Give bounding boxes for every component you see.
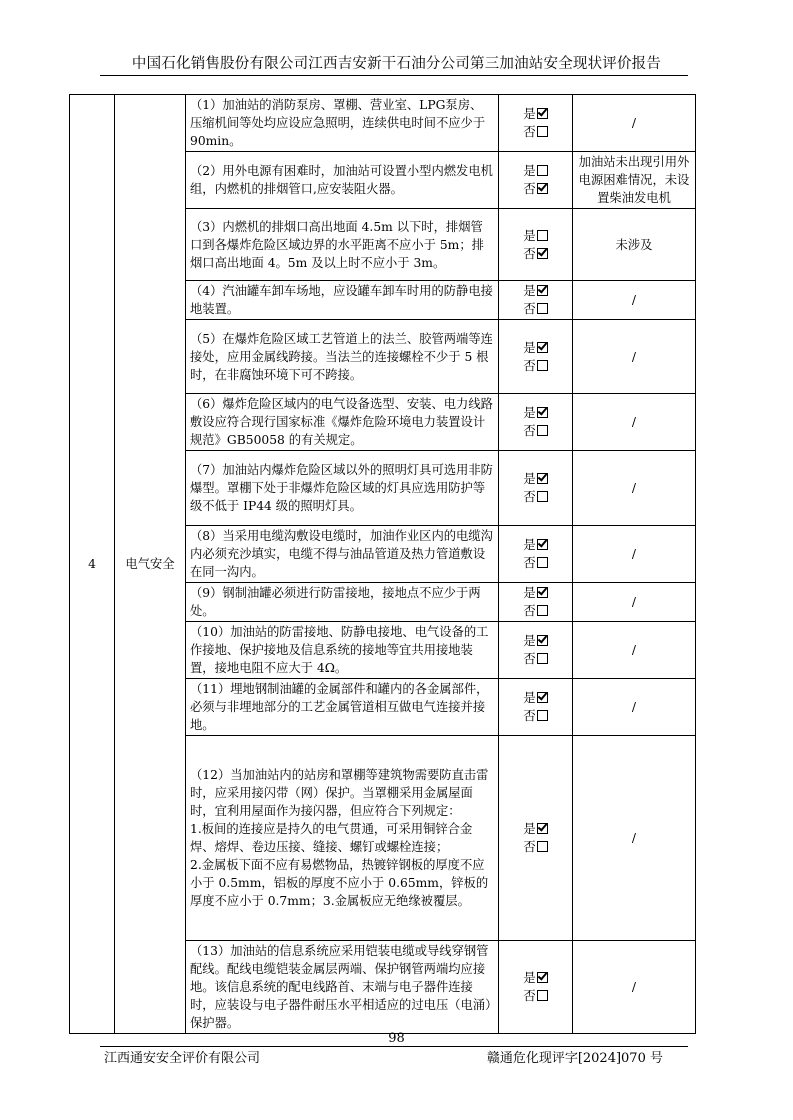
check-item-content [186,394,499,451]
yes-no-checkbox-group [499,281,573,320]
checked-box-icon [537,692,548,703]
yes-option-label: 是 [523,537,536,552]
yes-option [503,820,568,838]
yes-option-label: 是 [523,405,536,420]
evaluation-table [69,94,696,1034]
no-option [503,488,568,506]
header-rule [100,75,688,76]
empty-box-icon [537,303,548,314]
yes-option-label: 是 [523,690,536,705]
yes-option-label: 是 [523,227,536,243]
checked-box-icon [537,539,548,550]
table-row [70,95,696,152]
empty-box-icon [537,841,548,852]
check-item-content [186,209,499,281]
check-item-text: （7）加油站内爆炸危险区域以外的照明灯具可选用非防爆型。罩棚下处于非爆炸危险区域的灯具应选用防护等级不低于 IP44 级的照明灯具。 [190,463,493,513]
yes-no-checkbox-group [499,152,573,209]
check-item-content [186,679,499,736]
empty-box-icon [537,425,548,436]
no-option [503,180,568,198]
yes-option [503,227,568,245]
check-item-text: （9）钢制油罐必须进行防雷接地，接地点不应少于两处。 [190,586,481,618]
no-option [503,838,568,856]
yes-option-label: 是 [523,106,536,121]
checked-box-icon [537,407,548,418]
checked-box-icon [537,587,548,598]
yes-no-checkbox-group [499,622,573,679]
yes-option [503,632,568,650]
checked-box-icon [537,635,548,646]
yes-option-label: 是 [523,821,536,836]
no-option-label: 否 [523,839,536,854]
yes-option [503,404,568,422]
check-item-text: （12）当加油站内的站房和罩棚等建筑物需要防直击雷时，应采用接闪带（网）保护。当罩棚采用金属屋面时，宜利用屋面作为接闪器，但应符合下列规定： [190,768,489,818]
no-option [503,987,568,1005]
checked-box-icon [537,183,548,194]
empty-box-icon [537,710,548,721]
no-option-label: 否 [523,181,536,196]
no-option-label: 否 [523,245,536,261]
yes-option [503,689,568,707]
yes-option-label: 是 [523,633,536,648]
remark-cell: / [573,95,696,152]
footer-company: 江西通安安全评价有限公司 [104,1051,261,1066]
no-option [503,357,568,375]
no-option-label: 否 [523,651,536,666]
check-item-text: （8）当采用电缆沟敷设电缆时，加油作业区内的电缆沟内必须充沙填实，电缆不得与油品管道及热力管道敷设在同一沟内。 [190,529,493,579]
empty-box-icon [537,126,548,137]
check-item-content [186,152,499,209]
yes-no-checkbox-group [499,679,573,736]
no-option-label: 否 [523,988,536,1003]
check-item-text: （6）爆炸危险区域内的电气设备选型、安装、电力线路敷设应符合现行国家标准《爆炸危险环境电力装置设计规范》GB50058 的有关规定。 [190,397,493,447]
yes-option-label: 是 [523,339,536,355]
yes-no-checkbox-group [499,736,573,941]
no-option [503,422,568,440]
check-item-text: （1）加油站的消防泵房、罩棚、营业室、LPG泵房、压缩机间等处均应设应急照明，连续供电时间不应少于 90min。 [190,98,486,148]
yes-option [503,536,568,554]
checked-box-icon [537,342,548,353]
empty-box-icon [537,491,548,502]
check-item-content [186,622,499,679]
no-option-label: 否 [523,124,536,139]
check-item-content [186,526,499,583]
remark-cell: 未涉及 [573,209,696,281]
checked-box-icon [537,823,548,834]
remark-cell: / [573,941,696,1034]
no-option [503,707,568,725]
report-header-title: 中国石化销售股份有限公司江西吉安新干石油分公司第三加油站安全现状评价报告 [131,56,662,72]
empty-box-icon [537,230,548,241]
yes-no-checkbox-group [499,451,573,526]
no-option [503,123,568,141]
remark-cell: 加油站未出现引用外电源困难情况，未设置柴油发电机 [573,152,696,209]
empty-box-icon [537,605,548,616]
footer-report-number: 赣通危化现评字[2024]070 号 [486,1051,663,1066]
check-item-content [186,736,499,941]
remark-cell: / [573,320,696,394]
yes-option-label: 是 [523,471,536,486]
no-option-label: 否 [523,489,536,504]
check-item-content [186,583,499,622]
check-item-text: （5）在爆炸危险区域工艺管道上的法兰、胶管两端等连接处，应用金属线跨接。当法兰的连接螺栓不少于 5 根时，在非腐蚀环境下可不跨接。 [190,331,493,382]
empty-box-icon [537,360,548,371]
yes-option-label: 是 [523,283,536,298]
no-option-label: 否 [523,555,536,570]
no-option [503,300,568,318]
no-option [503,245,568,263]
no-option [503,602,568,620]
yes-option [503,282,568,300]
yes-no-checkbox-group [499,209,573,281]
yes-no-checkbox-group [499,394,573,451]
empty-box-icon [537,990,548,1001]
remark-cell: / [573,583,696,622]
empty-box-icon [537,653,548,664]
checked-box-icon [537,473,548,484]
section-number: 4 [70,95,115,1034]
check-item-text: 2.金属板下面不应有易燃物品，热镀锌钢板的厚度不应小于 0.5mm，铝板的厚度不应小于 0.65mm，锌板的厚度不应小于 0.7mm；3.金属板应无绝缘被覆层。 [190,858,489,908]
check-item-text: （3）内燃机的排烟口高出地面 4.5m 以下时，排烟管口到各爆炸危险区域边界的水平距离不应小于 5m；排烟口高出地面 4。5m 及以上时不应小于 3m。 [190,219,484,270]
yes-no-checkbox-group [499,941,573,1034]
remark-cell: / [573,679,696,736]
no-option-label: 否 [523,603,536,618]
yes-option [503,584,568,602]
no-option [503,650,568,668]
yes-no-checkbox-group [499,526,573,583]
yes-no-checkbox-group [499,320,573,394]
empty-box-icon [537,557,548,568]
yes-option-label: 是 [523,585,536,600]
check-item-content [186,95,499,152]
checked-box-icon [537,248,548,259]
remark-cell: / [573,622,696,679]
check-item-content [186,320,499,394]
no-option-label: 否 [523,301,536,316]
check-item-text: （4）汽油罐车卸车场地，应设罐车卸车时用的防静电接地装置。 [190,284,493,316]
check-item-content [186,941,499,1034]
check-item-content [186,451,499,526]
remark-cell: / [573,394,696,451]
checked-box-icon [537,285,548,296]
yes-no-checkbox-group [499,583,573,622]
no-option-label: 否 [523,357,536,373]
remark-cell: / [573,526,696,583]
remark-cell: / [573,736,696,941]
check-item-text: （2）用外电源有困难时，加油站可设置小型内燃发电机组，内燃机的排烟管口,应安装阻火器。 [190,164,493,196]
remark-cell: / [573,451,696,526]
check-item-text: （10）加油站的防雷接地、防静电接地、电气设备的工作接地、保护接地及信息系统的接地等宜共用接地装置，接地电阻不应大于 4Ω。 [190,625,489,675]
no-option-label: 否 [523,423,536,438]
check-item-content [186,281,499,320]
page-number: 98 [388,1031,405,1046]
yes-option [503,969,568,987]
yes-no-checkbox-group [499,95,573,152]
checked-box-icon [537,972,548,983]
no-option [503,554,568,572]
yes-option-label: 是 [523,970,536,985]
yes-option-label: 是 [523,163,536,178]
no-option-label: 否 [523,708,536,723]
check-item-text: （13）加油站的信息系统应采用铠装电缆或导线穿钢管配线。配线电缆铠装金属层两端、保护钢管两端均应接地。该信息系统的配电线路首、末端与电子器件连接时，应装设与电子器件耐压水平相适应的过电压（电涌）保护器。 [190,944,492,1030]
check-item-text: （11）埋地钢制油罐的金属部件和罐内的各金属部件，必须与非埋地部分的工艺金属管道相互做电气连接并接地。 [190,682,489,732]
checked-box-icon [537,108,548,119]
yes-option [503,470,568,488]
remark-cell: / [573,281,696,320]
yes-option [503,105,568,123]
check-item-text: 1.板间的连接应是持久的电气贯通，可采用铜锌合金焊、熔焊、卷边压接、缝接、螺钉或螺栓连接； [190,822,473,854]
yes-option [503,339,568,357]
section-title: 电气安全 [115,95,186,1034]
empty-box-icon [537,165,548,176]
yes-option [503,162,568,180]
